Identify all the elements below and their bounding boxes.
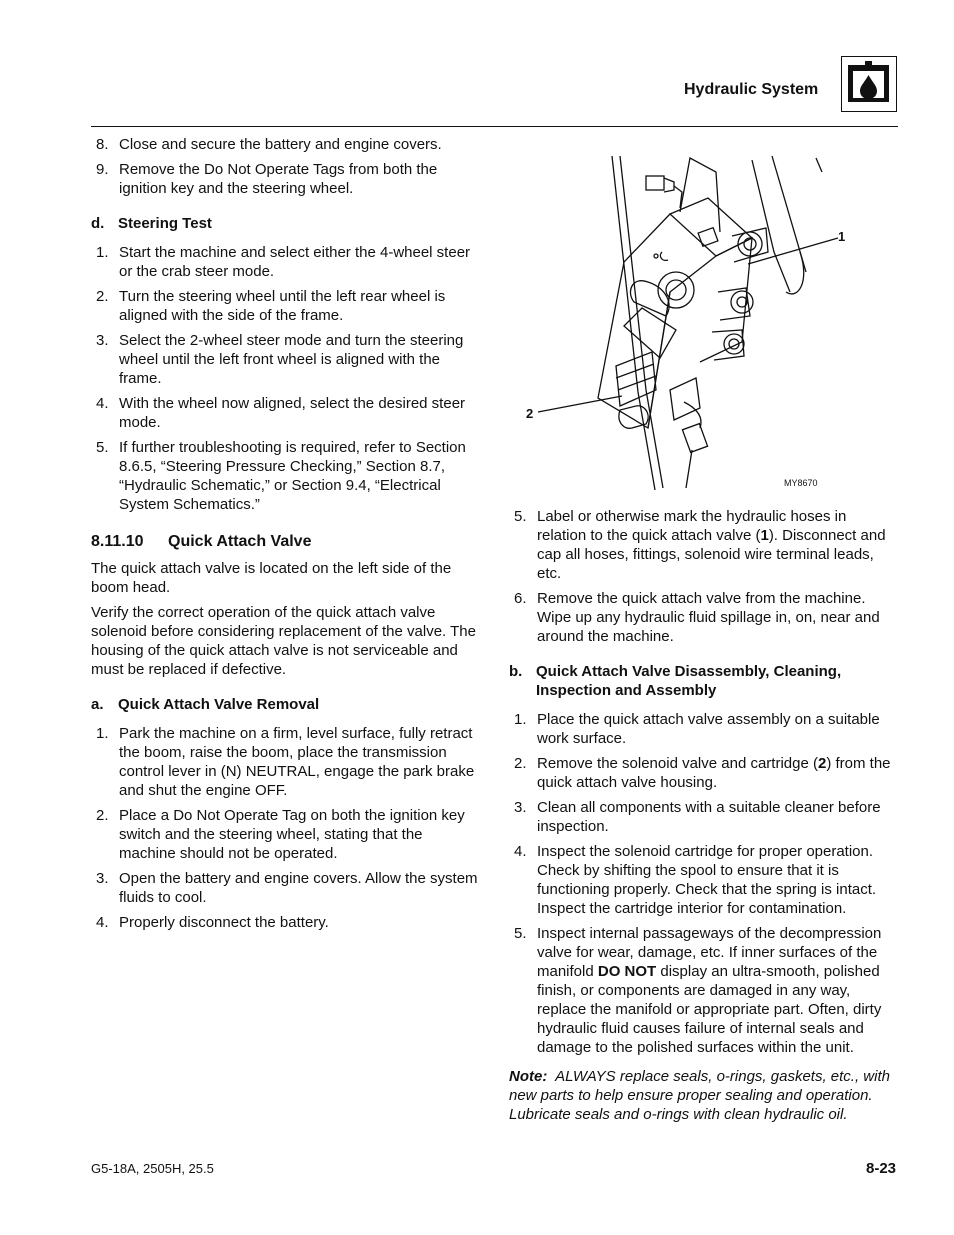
section-paragraph: Verify the correct operation of the quick attach valve solenoid before considering replacement of the valve. The housing of the quick attach valve is not serviceable and must be replaced if defective. <box>91 604 476 678</box>
hydraulic-system-icon <box>841 56 897 112</box>
list-item: 1. Place the quick attach valve assembly on a suitable work surface. <box>514 711 880 747</box>
section-heading: 8.11.10 Quick Attach Valve <box>91 533 312 550</box>
right-column <box>509 507 899 1124</box>
list-item: 5. If further troubleshooting is required, refer to Section 8.6.5, “Steering Pressure Checking,” Section 8.7, “Hydraulic Schematic,” or Section 9.4, “Electrical System Schematics.” <box>96 439 466 513</box>
callout-2-label: 2 <box>526 406 534 421</box>
left-column <box>91 135 481 938</box>
list-item: 4. Properly disconnect the battery. <box>96 914 329 931</box>
list-item: 1. Start the machine and select either the 4-wheel steer or the crab steer mode. <box>96 244 471 280</box>
list-item: 3. Open the battery and engine covers. Allow the system fluids to cool. <box>96 870 478 906</box>
list-item: 4. With the wheel now aligned, select the desired steer mode. <box>96 395 466 431</box>
quick-attach-valve-figure <box>520 152 850 492</box>
disassembly-steps <box>509 710 899 1057</box>
list-item: 2. Remove the solenoid valve and cartridge (2) from the quick attach valve housing. <box>514 755 891 791</box>
list-item: 2. Turn the steering wheel until the left rear wheel is aligned with the side of the frame. <box>96 288 446 324</box>
list-item: 5. Inspect internal passageways of the decompression valve for wear, damage, etc. If inner surfaces of the manifold DO NOT display an ultra-smooth, polished finish, or components are damaged in any way, replace the manifold or appropriate part. Often, dirty hydraulic fluid causes failure of internal seals and damage to the polished surfaces within the unit. <box>514 925 882 1056</box>
list-item: 4. Inspect the solenoid cartridge for proper operation. Check by shifting the spool to ensure that it is functioning properly. Check that the spring is intact. Inspect the cartridge interior for contamination. <box>514 843 877 917</box>
list-item: 1. Park the machine on a firm, level surface, fully retract the boom, raise the boom, place the transmission control lever in (N) NEUTRAL, engage the park brake and shut the engine OFF. <box>96 725 475 799</box>
footer-model-info: G5-18A, 2505H, 25.5 <box>91 1161 214 1176</box>
list-item: 9. Remove the Do Not Operate Tags from both the ignition key and the steering wheel. <box>96 161 438 197</box>
page-number: 8-23 <box>866 1160 897 1177</box>
list-item: 2. Place a Do Not Operate Tag on both the ignition key switch and the steering wheel, stating that the machine should not be operated. <box>96 807 465 862</box>
disassembly-heading: b. Quick Attach Valve Disassembly, Cleaning, Inspection and Assembly <box>509 663 842 699</box>
steps-top-list <box>91 135 481 198</box>
list-item: 8. Close and secure the battery and engine covers. <box>96 136 442 153</box>
list-item: 3. Select the 2-wheel steer mode and turn the steering wheel until the left front wheel is aligned with the frame. <box>96 332 464 387</box>
steering-test-steps <box>91 243 481 514</box>
removal-steps <box>91 724 481 932</box>
list-item: 5. Label or otherwise mark the hydraulic hoses in relation to the quick attach valve (1). Disconnect and cap all hoses, fittings, solenoid wire terminal leads, etc. <box>514 508 886 582</box>
section-paragraph: The quick attach valve is located on the left side of the boom head. <box>91 560 452 596</box>
valve-illustration <box>520 152 850 492</box>
steering-test-heading: d. Steering Test <box>91 215 212 232</box>
list-item: 6. Remove the quick attach valve from the machine. Wipe up any hydraulic fluid spillage in, on, near and around the machine. <box>514 590 880 645</box>
callout-1-label: 1 <box>838 229 846 244</box>
header-divider <box>91 126 898 127</box>
page-header-title: Hydraulic System <box>684 81 819 98</box>
figure-code: MY8670 <box>784 478 818 488</box>
note-block: Note: ALWAYS replace seals, o-rings, gaskets, etc., with new parts to help ensure proper sealing and operation. Lubricate seals and o-rings with clean hydraulic oil. <box>509 1068 890 1123</box>
removal-continued-steps <box>509 507 899 646</box>
list-item: 3. Clean all components with a suitable cleaner before inspection. <box>514 799 881 835</box>
removal-heading: a. Quick Attach Valve Removal <box>91 696 320 713</box>
